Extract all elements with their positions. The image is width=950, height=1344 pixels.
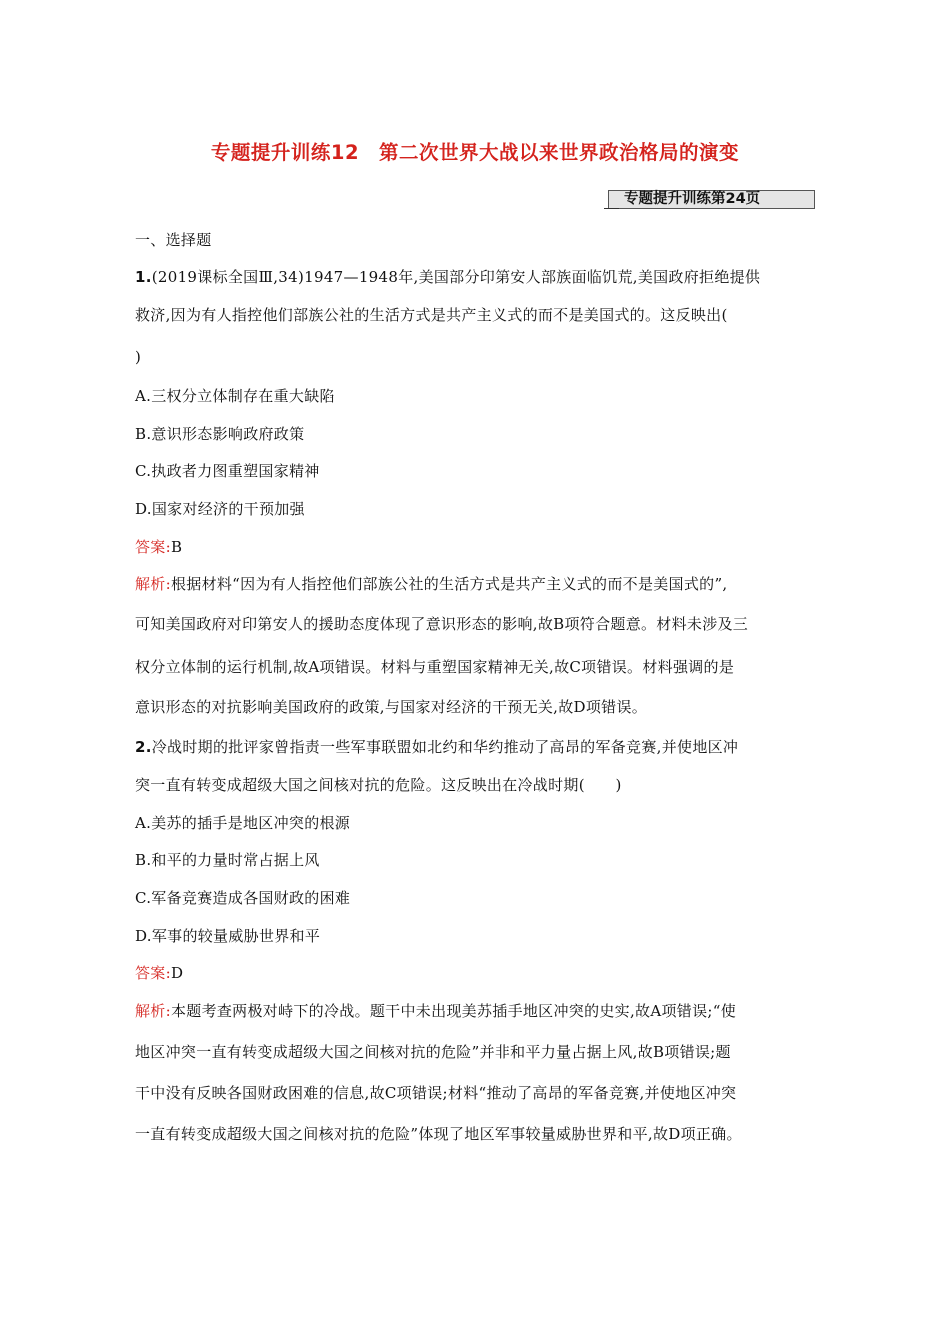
analysis-label: 解析: (135, 575, 171, 593)
question-2-line-1: 2.冷战时期的批评家曾指责一些军事联盟如北约和华约推动了高昂的军备竞赛,并使地区冲 (135, 738, 739, 756)
question-2-analysis-line-4: 一直有转变成超级大国之间核对抗的危险”体现了地区军事较量威胁世界和平,故D项正确。 (135, 1125, 742, 1143)
answer-label: 答案: (135, 538, 171, 556)
question-2-option-b: B.和平的力量时常占据上风 (135, 851, 320, 869)
answer-label: 答案: (135, 964, 171, 982)
question-1-option-b: B.意识形态影响政府政策 (135, 425, 305, 443)
question-2-number: 2. (135, 738, 152, 756)
question-2-option-d: D.军事的较量威胁世界和平 (135, 927, 321, 945)
question-1-analysis-line-4: 意识形态的对抗影响美国政府的政策,与国家对经济的干预无关,故D项错误。 (135, 698, 648, 716)
analysis-label: 解析: (135, 1002, 171, 1020)
page-reference: 专题提升训练第24页 (624, 191, 761, 207)
question-2-line-2: 突一直有转变成超级大国之间核对抗的危险。这反映出在冷战时期( ) (135, 776, 622, 794)
answer-value: D (170, 964, 184, 982)
question-1-option-a: A.三权分立体制存在重大缺陷 (135, 387, 335, 405)
question-1-line-2: 救济,因为有人指控他们部族公社的生活方式是共产主义式的而不是美国式的。这反映出( (135, 306, 728, 324)
question-2-option-a: A.美苏的插手是地区冲突的根源 (135, 814, 351, 832)
question-1-analysis-line-3: 权分立体制的运行机制,故A项错误。材料与重塑国家精神无关,故C项错误。材料强调的是 (135, 658, 735, 676)
question-1-line-1: 1.(2019课标全国Ⅲ,34)1947—1948年,美国部分印第安人部族面临饥荒,美国政府拒绝提供 (135, 268, 761, 286)
section-heading: 一、选择题 (135, 231, 212, 249)
question-1-option-c: C.执政者力图重塑国家精神 (135, 462, 320, 480)
question-1-option-d: D.国家对经济的干预加强 (135, 500, 305, 518)
question-2-analysis-line-3: 干中没有反映各国财政困难的信息,故C项错误;材料“推动了高昂的军备竞赛,并使地区冲突 (135, 1084, 737, 1102)
question-2-answer (135, 963, 183, 983)
answer-value: B (170, 538, 183, 556)
question-1-answer (135, 537, 182, 557)
question-1-analysis-line-2: 可知美国政府对印第安人的援助态度体现了意识形态的影响,故B项符合题意。材料未涉及三 (135, 615, 749, 633)
question-2-analysis-line-1: 解析:本题考查两极对峙下的冷战。题干中未出现美苏插手地区冲突的史实,故A项错误;“使 (135, 1002, 736, 1020)
question-2-analysis-line-2: 地区冲突一直有转变成超级大国之间核对抗的危险”并非和平力量占据上风,故B项错误;题 (135, 1043, 731, 1061)
page-title: 专题提升训练12 第二次世界大战以来世界政治格局的演变 (210, 141, 740, 164)
page-reference-box (608, 190, 815, 209)
question-1-line-3: ) (135, 348, 142, 366)
question-1-analysis-line-1: 解析:根据材料“因为有人指控他们部族公社的生活方式是共产主义式的而不是美国式的”, (135, 575, 728, 593)
question-1-number: 1. (135, 268, 152, 286)
question-2-option-c: C.军备竞赛造成各国财政的困难 (135, 889, 351, 907)
